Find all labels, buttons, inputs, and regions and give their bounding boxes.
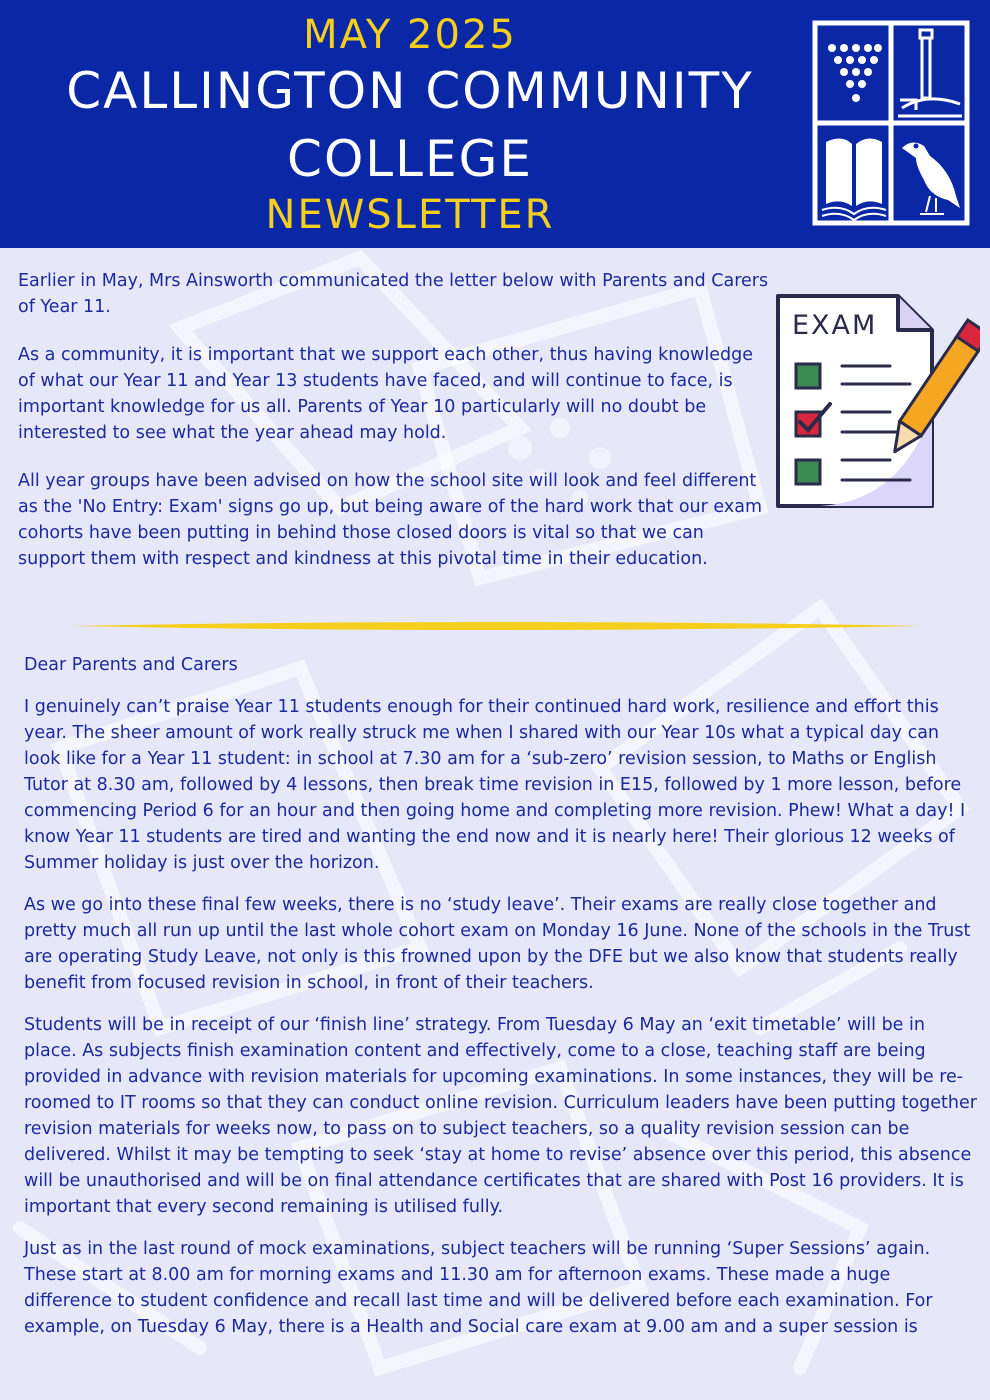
intro-paragraph: All year groups have been advised on how the school site will look and feel different as the 'No Entry: Exam' signs go up, but being aware of the hard work that our exam cohorts have been putting in behind those closed doors is vital so that we can support them with respect and kindness at this pivotal time in their education.	[18, 471, 762, 569]
letter-paragraph: As we go into these final few weeks, there is no ‘study leave’. Their exams are really close together and pretty much all run up until the last whole cohort exam on Monday 16 June. None of the schools in the Trust are operating Study Leave, not only is this frowned upon by the DFE but we also know that students really benefit from focused revision in school, in front of their teachers.	[24, 895, 971, 993]
section-divider	[70, 620, 922, 632]
newsletter-header	[0, 0, 990, 248]
intro-paragraph: As a community, it is important that we support each other, thus having knowledge of what our Year 11 and Year 13 students have faced, and will continue to face, is important knowledge for us all. Parents of Year 10 particularly will no doubt be interested to see what the year ahead may hold.	[18, 345, 753, 443]
letter-paragraph: I genuinely can’t praise Year 11 students enough for their continued hard work, resilience and effort this year. The sheer amount of work really struck me when I shared with our Year 10s what a typical day can look like for a Year 11 student: in school at 7.30 am for a ‘sub-zero’ revision session, to Maths or English Tutor at 8.30 am, followed by 4 lessons, then break time revision in E15, followed by 1 more lesson, before commencing Period 6 for an hour and then going home and completing more revision. Phew! What a day! I know Year 11 students are tired and wanting the end now and it is nearly here! Their glorious 12 weeks of Summer holiday is just over the horizon.	[24, 697, 966, 873]
newsletter-title: NEWSLETTER	[265, 192, 555, 238]
parent-letter	[24, 652, 979, 1356]
exam-checklist-icon	[770, 292, 980, 514]
school-crest-icon	[812, 20, 970, 226]
letter-paragraph: Just as in the last round of mock examinations, subject teachers will be running ‘Super Sessions’ again. These start at 8.00 am for morning exams and 11.30 am for afternoon exams. These made a huge difference to student confidence and recall last time and will be delivered before each examination. For example, on Tuesday 6 May, there is a Health and Social care exam at 9.00 am and a super session is	[24, 1239, 933, 1337]
school-name-line-1: CALLINGTON COMMUNITY	[66, 62, 754, 120]
exam-label: EXAM	[792, 310, 878, 341]
intro-paragraph: Earlier in May, Mrs Ainsworth communicated the letter below with Parents and Carers of Year 11.	[18, 271, 769, 317]
letter-paragraph: Students will be in receipt of our ‘finish line’ strategy. From Tuesday 6 May an ‘exit timetable’ will be in place. As subjects finish examination content and effectively, come to a close, teaching staff are being provided in advance with revision materials for upcoming examinations. In some instances, they will be re-roomed to IT rooms so that they can conduct online revision. Curriculum leaders have been putting together revision materials for weeks now, to pass on to subject teachers, so a quality revision session can be delivered. Whilst it may be tempting to seek ‘stay at home to revise’ absence over this period, this absence will be unauthorised and will be on final attendance certificates that are shared with Post 16 providers. It is important that every second remaining is utilised fully.	[24, 1015, 977, 1217]
newsletter-content	[0, 248, 990, 1400]
issue-month: MAY 2025	[303, 12, 517, 58]
school-name-line-2: COLLEGE	[287, 130, 533, 188]
letter-greeting: Dear Parents and Carers	[24, 655, 238, 675]
intro-section	[18, 268, 773, 594]
